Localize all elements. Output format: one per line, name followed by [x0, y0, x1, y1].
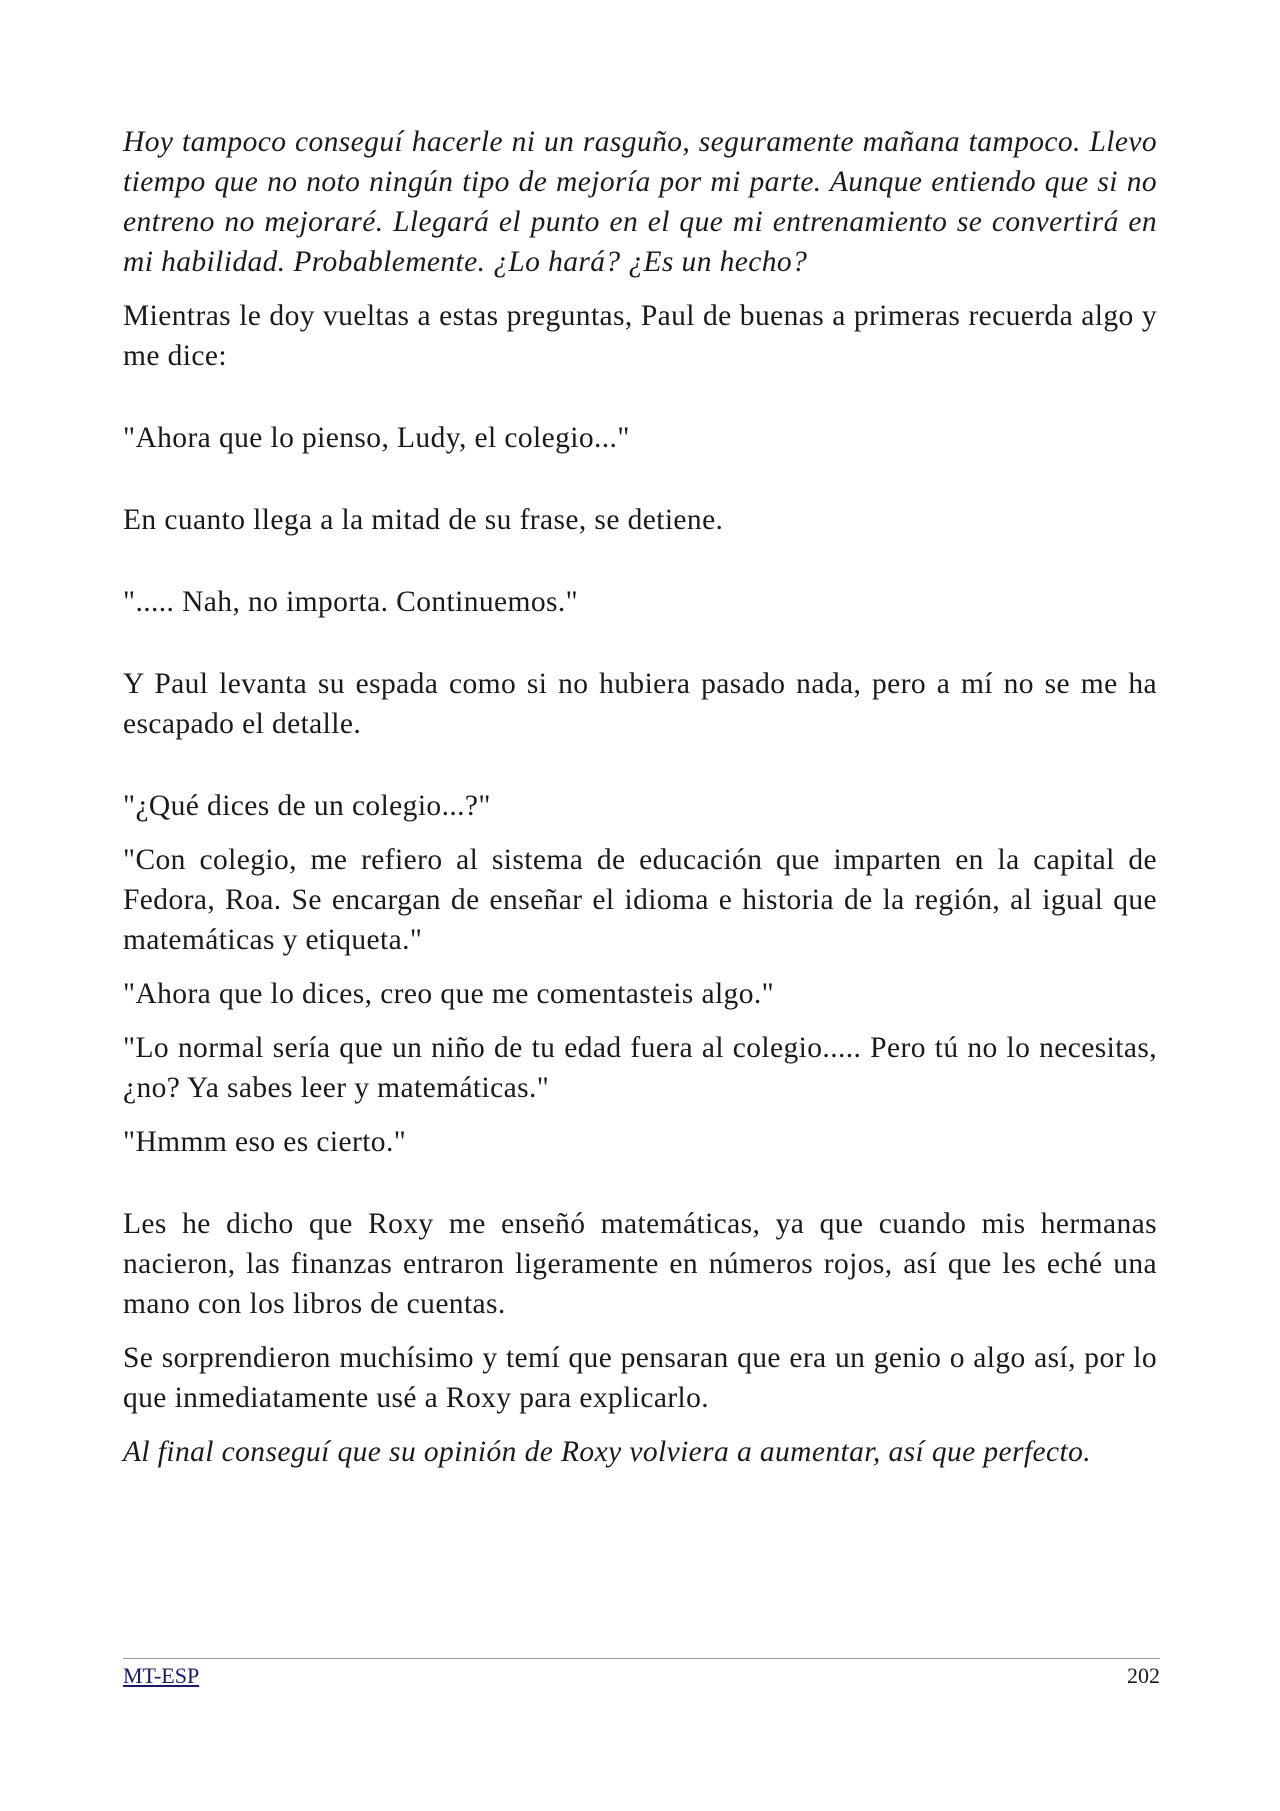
paragraph-dialogue: "Lo normal sería que un niño de tu edad fuera al colegio..... Pero tú no lo necesitas, ¿no? Ya sabes leer y matemáticas.": [123, 1032, 1157, 1104]
page-footer: [123, 1658, 1160, 1688]
paragraph-dialogue: "Ahora que lo pienso, Ludy, el colegio...": [123, 422, 630, 454]
paragraph-narration: Mientras le doy vueltas a estas preguntas, Paul de buenas a primeras recuerda algo y me dice:: [123, 300, 1157, 372]
paragraph-dialogue: "..... Nah, no importa. Continuemos.": [123, 586, 579, 618]
paragraph-narration: Les he dicho que Roxy me enseñó matemáticas, ya que cuando mis hermanas nacieron, las finanzas entraron ligeramente en números rojos, así que les eché una mano con los libros de cuentas.: [123, 1208, 1157, 1320]
footer-link-label[interactable]: MT-ESP: [123, 1663, 200, 1688]
paragraph-dialogue: "Con colegio, me refiero al sistema de educación que imparten en la capital de Fedora, Roa. Se encargan de enseñar el idioma e historia de la región, al igual que matemáticas y etiqueta.": [123, 844, 1157, 956]
paragraph-dialogue: "¿Qué dices de un colegio...?": [123, 790, 491, 822]
paragraph-dialogue: "Ahora que lo dices, creo que me comentasteis algo.": [123, 978, 775, 1010]
page-body: [123, 122, 1157, 1472]
paragraph-narration: Y Paul levanta su espada como si no hubiera pasado nada, pero a mí no se me ha escapado el detalle.: [123, 668, 1157, 740]
page-number: 202: [1127, 1663, 1160, 1688]
paragraph-inner-monologue: Hoy tampoco conseguí hacerle ni un rasguño, seguramente mañana tampoco. Llevo tiempo que no noto ningún tipo de mejoría por mi parte. Aunque entiendo que si no entreno no mejoraré. Llegará el punto en el que mi entrenamiento se convertirá en mi habilidad. Probablemente. ¿Lo hará? ¿Es un hecho?: [123, 126, 1157, 278]
paragraph-narration: En cuanto llega a la mitad de su frase, se detiene.: [123, 504, 724, 536]
paragraph-dialogue: "Hmmm eso es cierto.": [123, 1126, 407, 1158]
paragraph-narration: Se sorprendieron muchísimo y temí que pensaran que era un genio o algo así, por lo que inmediatamente usé a Roxy para explicarlo.: [123, 1342, 1157, 1414]
paragraph-inner-monologue: Al final conseguí que su opinión de Roxy volviera a aumentar, así que perfecto.: [123, 1436, 1092, 1468]
